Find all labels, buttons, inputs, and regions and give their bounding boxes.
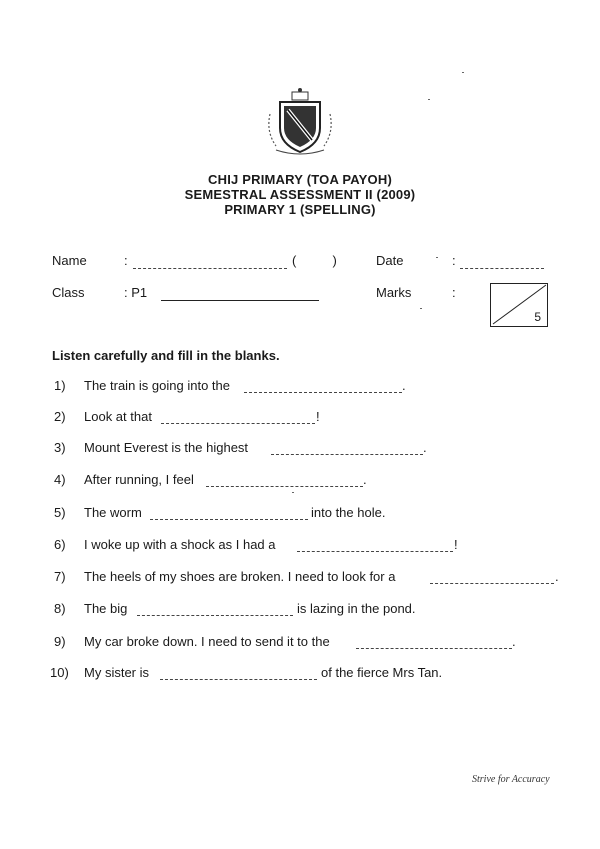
question-end: .	[402, 378, 406, 393]
marks-colon: :	[452, 285, 456, 300]
title-block	[0, 172, 600, 217]
name-label: Name	[52, 253, 87, 268]
question-end: of the fierce Mrs Tan.	[321, 665, 443, 680]
marks-label: Marks	[376, 285, 412, 300]
name-blank[interactable]	[133, 268, 287, 269]
question-text: Mount Everest is the highest	[84, 440, 249, 455]
answer-blank[interactable]	[160, 679, 317, 680]
school-crest-icon	[262, 84, 338, 160]
school-name: CHIJ PRIMARY (TOA PAYOH)	[208, 172, 392, 187]
question-end: into the hole.	[311, 505, 386, 520]
subject-title: PRIMARY 1 (SPELLING)	[224, 202, 376, 217]
question-number: 2)	[54, 409, 66, 424]
question-text: The train is going into the	[84, 378, 230, 393]
answer-blank[interactable]	[356, 648, 512, 649]
question-text: The worm	[84, 505, 142, 520]
scan-speck	[420, 308, 422, 309]
instruction-text: Listen carefully and fill in the blanks.	[52, 348, 280, 363]
question-text: My car broke down. I need to send it to the	[84, 634, 330, 649]
question-text: The big	[84, 601, 128, 616]
question-end: .	[363, 472, 367, 487]
question-text: Look at that	[84, 409, 152, 424]
date-label: Date	[376, 253, 404, 268]
question-text: The heels of my shoes are broken. I need to look for a	[84, 569, 396, 584]
question-end: !	[454, 537, 458, 552]
assessment-title: SEMESTRAL ASSESSMENT II (2009)	[184, 187, 416, 202]
question-end: .	[423, 440, 427, 455]
register-number-paren: ( )	[292, 253, 337, 268]
footer-motto: Strive for Accuracy	[472, 774, 550, 785]
question-text: I woke up with a shock as I had a	[84, 537, 276, 552]
question-number: 6)	[54, 537, 66, 552]
question-number: 9)	[54, 634, 66, 649]
answer-blank[interactable]	[161, 423, 315, 424]
question-number: 10)	[50, 665, 69, 680]
question-end: !	[316, 409, 320, 424]
answer-blank[interactable]	[271, 454, 423, 455]
answer-blank[interactable]	[244, 392, 402, 393]
question-number: 5)	[54, 505, 66, 520]
class-blank[interactable]	[161, 300, 319, 301]
marks-box	[490, 283, 548, 327]
class-label: Class	[52, 285, 85, 300]
date-colon: :	[452, 253, 456, 268]
marks-total: 5	[534, 310, 541, 324]
question-end: .	[512, 634, 516, 649]
answer-blank[interactable]	[430, 583, 554, 584]
question-number: 3)	[54, 440, 66, 455]
question-number: 7)	[54, 569, 66, 584]
date-blank[interactable]	[460, 268, 544, 269]
question-number: 4)	[54, 472, 66, 487]
name-colon: :	[124, 253, 128, 268]
question-end: .	[555, 569, 559, 584]
question-text: After running, I feel	[84, 472, 194, 487]
answer-blank[interactable]	[297, 551, 453, 552]
class-value: : P1	[124, 285, 148, 300]
answer-blank[interactable]	[150, 519, 308, 520]
question-end: is lazing in the pond.	[297, 601, 416, 616]
question-text: My sister is	[84, 665, 149, 680]
scan-speck	[462, 72, 464, 73]
answer-blank[interactable]	[137, 615, 293, 616]
scan-speck	[428, 99, 430, 100]
question-number: 1)	[54, 378, 66, 393]
answer-blank[interactable]	[206, 486, 363, 487]
question-number: 8)	[54, 601, 66, 616]
scan-speck	[292, 492, 294, 493]
scan-speck	[436, 257, 438, 258]
